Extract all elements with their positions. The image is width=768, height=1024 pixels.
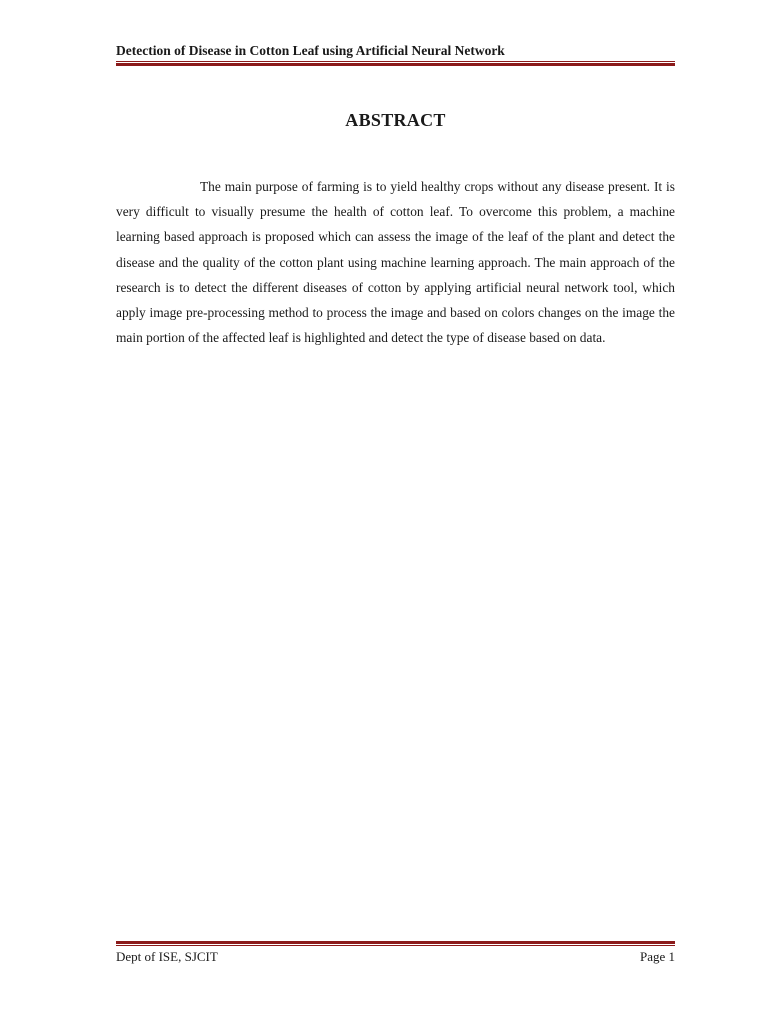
- footer-rule-thick: [116, 941, 675, 944]
- abstract-paragraph: The main purpose of farming is to yield healthy crops without any disease present. It is very difficult to visually presume the health of cotton leaf. To overcome this problem, a machine learning based approach is proposed which can assess the image of the leaf of the plant and detect the disease and the quality of the cotton plant using machine learning approach. The main approach of the research is to detect the different diseases of cotton by applying artificial neural network tool, which apply image pre-processing method to process the image and based on colors changes on the image the main portion of the affected leaf is highlighted and detect the type of disease based on data.: [116, 179, 675, 346]
- abstract-heading: ABSTRACT: [345, 110, 446, 130]
- header-title: Detection of Disease in Cotton Leaf using Artificial Neural Network: [116, 43, 505, 58]
- footer-page-number: Page 1: [639, 949, 675, 964]
- header-rule-thin: [116, 61, 675, 62]
- footer-department: Dept of ISE, SJCIT: [116, 949, 218, 964]
- footer-rule-thin: [116, 945, 675, 946]
- header-rule-thick: [116, 63, 675, 66]
